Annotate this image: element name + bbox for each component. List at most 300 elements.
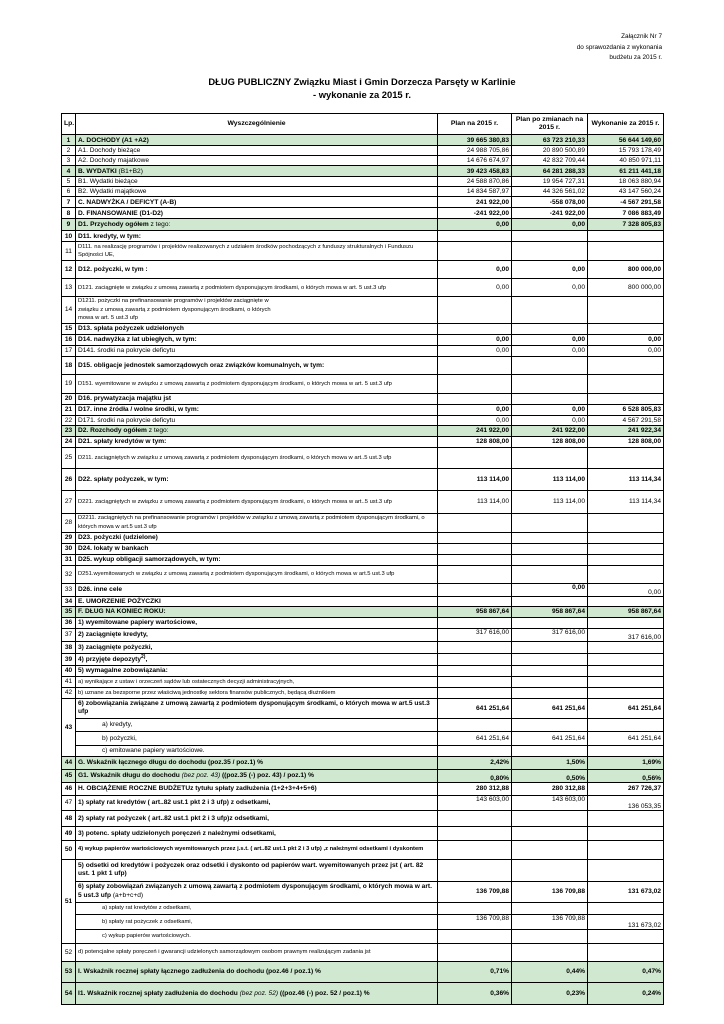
table-row — [62, 665, 664, 676]
row-desc — [76, 219, 438, 231]
row-exec — [588, 745, 664, 756]
row-plan: 0,00 — [438, 404, 512, 415]
row-exec: 15 793 178,49 — [588, 146, 664, 156]
row-plan: 14 676 674,97 — [438, 156, 512, 166]
desc-part: ((poz.46 (-) poz. 52 / poz.1) % — [278, 989, 370, 997]
row-desc: D14. nadwyżka z lat ubiegłych, w tym: — [76, 334, 438, 345]
row-desc: D17. inne źródła / wolne środki, w tym: — [76, 404, 438, 415]
row-lp: 13 — [62, 279, 76, 297]
table-row — [62, 769, 664, 782]
row-desc — [76, 425, 438, 436]
row-plan-changes — [512, 596, 588, 606]
row-plan-changes: 641 251,64 — [512, 731, 588, 745]
row-lp: 24 — [62, 436, 76, 447]
row-plan-changes: 0,00 — [512, 415, 588, 425]
table-row — [62, 929, 664, 943]
table-row — [62, 745, 664, 756]
row-plan: 280 312,88 — [438, 782, 512, 795]
row-desc: D15. obligacje jednostek samorządowych oraz związków komunalnych, w tym: — [76, 356, 438, 374]
row-plan-changes — [512, 687, 588, 698]
table-row — [62, 565, 664, 583]
desc-part: 6) spłaty zobowiązań związanych z umową zawartą z podmiotem dysponującym środkami, o których mowa w art. 5 ust.3 ufp — [78, 883, 432, 899]
table-row — [62, 687, 664, 698]
table-row — [62, 187, 664, 197]
row-lp: 51 — [62, 859, 76, 943]
row-plan-changes — [512, 565, 588, 583]
row-lp: 12 — [62, 261, 76, 279]
row-lp: 15 — [62, 323, 76, 334]
row-plan-changes — [512, 356, 588, 374]
row-plan-changes: 113 114,00 — [512, 490, 588, 513]
table-header — [62, 114, 664, 135]
col-lp: Lp. — [62, 114, 76, 135]
row-plan — [438, 242, 512, 261]
note-line: budżetu za 2015 r. — [609, 54, 662, 61]
row-lp: 5 — [62, 177, 76, 187]
row-plan-changes — [512, 297, 588, 324]
document-title — [0, 75, 724, 101]
row-desc: D. FINANSOWANIE (D1-D2) — [76, 208, 438, 219]
row-plan — [438, 687, 512, 698]
table-row — [62, 425, 664, 436]
row-desc: A. DOCHODY (A1 +A2) — [76, 135, 438, 146]
desc-part: D2. Rozchody ogółem — [78, 427, 147, 434]
table-row — [62, 859, 664, 881]
row-exec — [588, 617, 664, 628]
row-plan — [438, 231, 512, 242]
row-plan: 39 665 380,83 — [438, 135, 512, 146]
desc-part: I1. Wskaźnik rocznej spłaty zadłużenia do dochodu — [78, 989, 240, 997]
row-plan: 113 114,00 — [438, 468, 512, 490]
row-desc: a) wynikające z ustaw i orzeczeń sądów lub ostatecznych decyzji administracyjnych, — [76, 676, 438, 687]
row-plan — [438, 543, 512, 554]
row-desc: b) uznane za bezsporne przez właściwą jednostkę sektora finansów publicznych, będącą dłużnikiem — [76, 687, 438, 698]
row-lp: 7 — [62, 197, 76, 208]
row-exec: 136 053,35 — [588, 795, 664, 810]
table-row — [62, 583, 664, 596]
note-line: Załącznik Nr 7 — [621, 33, 662, 40]
desc-part: (a+b+c+d) — [110, 891, 144, 899]
row-lp: 37 — [62, 628, 76, 641]
row-lp: 1 — [62, 135, 76, 146]
row-desc: D141. środki na pokrycie deficytu — [76, 345, 438, 356]
table-row — [62, 543, 664, 554]
row-plan-changes — [512, 513, 588, 532]
row-plan-changes — [512, 447, 588, 468]
row-lp: 44 — [62, 756, 76, 769]
row-plan-changes: 0,44% — [512, 961, 588, 982]
row-lp: 27 — [62, 490, 76, 513]
row-exec — [588, 231, 664, 242]
table-row — [62, 782, 664, 795]
table-row — [62, 756, 664, 769]
row-lp: 42 — [62, 687, 76, 698]
table-row — [62, 606, 664, 617]
row-plan-changes — [512, 859, 588, 881]
row-exec: 241 922,34 — [588, 425, 664, 436]
table-row — [62, 554, 664, 565]
row-plan-changes: 0,50% — [512, 769, 588, 782]
row-desc: D151. wyemitowane w związku z umową zawartą z podmiotem dysponującym środkami, o których mowa w art. 5 ust.3 ufp — [76, 374, 438, 393]
row-desc: B1. Wydatki bieżące — [76, 177, 438, 187]
row-exec — [588, 840, 664, 859]
row-exec: 131 673,02 — [588, 914, 664, 929]
row-plan: 0,00 — [438, 415, 512, 425]
table-row — [62, 641, 664, 653]
footnote-mark: 2) — [141, 654, 146, 661]
row-lp: 8 — [62, 208, 76, 219]
table-row — [62, 490, 664, 513]
row-plan — [438, 513, 512, 532]
row-desc: D221. zaciągniętych w związku z umową zawartą z podmiotem dysponującym środkami, o których mowa w art..5 ust.3 ufp — [76, 490, 438, 513]
row-exec: 113 114,34 — [588, 490, 664, 513]
row-exec — [588, 687, 664, 698]
row-lp: 31 — [62, 554, 76, 565]
table-row — [62, 156, 664, 166]
row-lp: 28 — [62, 513, 76, 532]
row-plan-changes — [512, 902, 588, 914]
table-row — [62, 436, 664, 447]
row-lp: 33 — [62, 583, 76, 596]
row-plan-changes: 0,23% — [512, 982, 588, 1004]
row-plan-changes: 958 867,64 — [512, 606, 588, 617]
row-desc: D111. na realizację programów i projektów realizowanych z udziałem środków pochodzących z funduszy strukturalnych i Funduszu Spójności UE, — [76, 242, 438, 261]
table-row — [62, 261, 664, 279]
row-desc: 3) zaciągnięte pożyczki, — [76, 641, 438, 653]
row-plan: 39 423 458,83 — [438, 166, 512, 177]
table-row — [62, 718, 664, 731]
row-exec — [588, 447, 664, 468]
row-plan — [438, 323, 512, 334]
row-desc: D171. środki na pokrycie deficytu — [76, 415, 438, 425]
row-desc: 5) wymagalne zobowiązania: — [76, 665, 438, 676]
row-lp: 25 — [62, 447, 76, 468]
row-desc: c) emitowane papiery wartościowe. — [76, 745, 438, 756]
row-exec: 800 000,00 — [588, 279, 664, 297]
row-lp: 18 — [62, 356, 76, 374]
row-lp: 50 — [62, 840, 76, 859]
row-exec — [588, 665, 664, 676]
row-lp: 48 — [62, 810, 76, 826]
row-desc: 4) wykup papierów wartościowych wyemitowanych przez j.s.t. ( art..82 ust.1 pkt 2 i 3 ufp) ,z należnymi odsetkami i dyskontem — [76, 840, 438, 859]
row-exec — [588, 543, 664, 554]
table-row — [62, 468, 664, 490]
desc-part: (B1+B2) — [116, 167, 143, 175]
row-desc — [76, 881, 438, 902]
row-plan-changes: 113 114,00 — [512, 468, 588, 490]
row-plan-changes: 143 603,00 — [512, 795, 588, 810]
row-plan: 958 867,64 — [438, 606, 512, 617]
row-plan — [438, 532, 512, 543]
desc-part: z tego: — [146, 427, 169, 434]
row-lp: 34 — [62, 596, 76, 606]
row-exec: 0,47% — [588, 961, 664, 982]
row-exec — [588, 374, 664, 393]
row-desc: 3) potenc. spłaty udzielonych poręczeń z należnymi odsetkami, — [76, 826, 438, 840]
table-row — [62, 219, 664, 231]
table-row — [62, 943, 664, 961]
row-lp: 17 — [62, 345, 76, 356]
row-plan-changes: 136 709,88 — [512, 881, 588, 902]
row-lp: 41 — [62, 676, 76, 687]
row-plan-changes — [512, 532, 588, 543]
row-exec: 958 867,64 — [588, 606, 664, 617]
row-exec — [588, 554, 664, 565]
row-lp: 43 — [62, 698, 76, 756]
row-plan: 641 251,64 — [438, 698, 512, 718]
row-exec — [588, 653, 664, 665]
row-desc — [76, 769, 438, 782]
table-row — [62, 356, 664, 374]
table-row — [62, 596, 664, 606]
desc-part: B. WYDATKI — [78, 167, 117, 175]
row-plan — [438, 745, 512, 756]
row-exec — [588, 676, 664, 687]
row-plan-changes: 128 808,00 — [512, 436, 588, 447]
table-row — [62, 628, 664, 641]
table-row — [62, 513, 664, 532]
table-row — [62, 297, 664, 324]
row-plan-changes — [512, 554, 588, 565]
row-plan: 24 588 870,86 — [438, 177, 512, 187]
table-row — [62, 231, 664, 242]
attachment-note — [577, 32, 662, 64]
row-lp: 45 — [62, 769, 76, 782]
table-row — [62, 447, 664, 468]
row-plan-changes: 64 281 288,33 — [512, 166, 588, 177]
row-lp: 20 — [62, 393, 76, 404]
table-row — [62, 374, 664, 393]
row-desc: D251.wyemitowanych w związku z umową zawartą z podmiotem dysponującym środkami, o których mowa w art.5 ust.3 ufp — [76, 565, 438, 583]
row-plan: 0,00 — [438, 279, 512, 297]
row-lp: 36 — [62, 617, 76, 628]
row-exec — [588, 641, 664, 653]
row-desc: D26. inne cele — [76, 583, 438, 596]
table-row — [62, 961, 664, 982]
row-exec: 43 147 560,24 — [588, 187, 664, 197]
row-lp: 38 — [62, 641, 76, 653]
row-plan-changes — [512, 810, 588, 826]
table-row — [62, 197, 664, 208]
row-lp: 53 — [62, 961, 76, 982]
row-desc: a) spłaty rat kredytów z odsetkami, — [76, 902, 438, 914]
row-exec — [588, 929, 664, 943]
table-row — [62, 393, 664, 404]
row-exec — [588, 718, 664, 731]
row-exec: 18 063 880,94 — [588, 177, 664, 187]
row-exec — [588, 810, 664, 826]
table-row — [62, 242, 664, 261]
row-plan-changes: -558 078,00 — [512, 197, 588, 208]
table-row — [62, 840, 664, 859]
desc-part: ((poz.35 (-) poz. 43) / poz.1) % — [220, 772, 314, 779]
row-plan-changes: 280 312,88 — [512, 782, 588, 795]
row-plan-changes: 63 723 210,33 — [512, 135, 588, 146]
row-plan-changes — [512, 374, 588, 393]
row-plan: 0,00 — [438, 261, 512, 279]
row-exec: 641 251,64 — [588, 731, 664, 745]
row-plan — [438, 554, 512, 565]
table-row — [62, 902, 664, 914]
row-plan-changes — [512, 840, 588, 859]
row-exec: 128 808,00 — [588, 436, 664, 447]
row-exec: 113 114,34 — [588, 468, 664, 490]
row-desc: D23. pożyczki (udzielone) — [76, 532, 438, 543]
table-row — [62, 334, 664, 345]
row-lp: 39 — [62, 653, 76, 665]
col-exec: Wykonanie za 2015 r. — [588, 114, 664, 135]
row-plan — [438, 840, 512, 859]
desc-part: D1. Przychody ogółem — [78, 221, 149, 228]
note-line: do sprawozdania z wykonania — [576, 43, 662, 51]
row-desc — [76, 982, 438, 1004]
table-row — [62, 146, 664, 156]
row-plan-changes — [512, 943, 588, 961]
row-plan-changes — [512, 323, 588, 334]
row-plan-changes — [512, 653, 588, 665]
row-desc: 1) spłaty rat kredytów ( art..82 ust.1 pkt 2 i 3 ufp) z odsetkami, — [76, 795, 438, 810]
row-exec: 0,00 — [588, 345, 664, 356]
row-plan-changes — [512, 676, 588, 687]
row-exec: 641 251,64 — [588, 698, 664, 718]
desc-part: 4) przyjęte depozyty — [78, 656, 142, 664]
row-lp: 16 — [62, 334, 76, 345]
row-exec: -4 567 291,58 — [588, 197, 664, 208]
row-plan — [438, 583, 512, 596]
row-lp: 23 — [62, 425, 76, 436]
row-desc: D16. prywatyzacja majątku jst — [76, 393, 438, 404]
row-exec: 1,69% — [588, 756, 664, 769]
row-plan-changes: 0,00 — [512, 279, 588, 297]
table-row — [62, 135, 664, 146]
row-exec: 131 673,02 — [588, 881, 664, 902]
row-exec — [588, 242, 664, 261]
row-lp: 32 — [62, 565, 76, 583]
row-lp: 2 — [62, 146, 76, 156]
table-row — [62, 345, 664, 356]
table-row — [62, 415, 664, 425]
row-desc: 2) spłaty rat pożyczek ( art..82 ust.1 pkt 2 i 3 ufp)z odsetkami, — [76, 810, 438, 826]
table-row — [62, 826, 664, 840]
row-plan — [438, 665, 512, 676]
table-row — [62, 323, 664, 334]
row-exec: 7 328 805,83 — [588, 219, 664, 231]
row-plan: 0,80% — [438, 769, 512, 782]
row-lp: 46 — [62, 782, 76, 795]
desc-part: (bez poz. 43) — [181, 772, 221, 779]
row-exec: 267 726,37 — [588, 782, 664, 795]
row-plan: 241 922,00 — [438, 197, 512, 208]
table-row — [62, 279, 664, 297]
table-row — [62, 404, 664, 415]
row-lp: 54 — [62, 982, 76, 1004]
row-exec — [588, 297, 664, 324]
row-exec: 7 086 883,49 — [588, 208, 664, 219]
table-row — [62, 914, 664, 929]
row-exec: 40 850 971,11 — [588, 156, 664, 166]
desc-part: G1. Wskaźnik długu do dochodu — [78, 772, 182, 779]
row-plan-changes — [512, 231, 588, 242]
row-desc: D12. pożyczki, w tym : — [76, 261, 438, 279]
row-plan-changes: 44 326 561,02 — [512, 187, 588, 197]
row-exec: 56 644 149,60 — [588, 135, 664, 146]
row-plan-changes: 20 890 500,89 — [512, 146, 588, 156]
row-lp: 40 — [62, 665, 76, 676]
row-lp: 21 — [62, 404, 76, 415]
table-row — [62, 795, 664, 810]
row-exec — [588, 902, 664, 914]
row-lp: 26 — [62, 468, 76, 490]
row-lp: 47 — [62, 795, 76, 810]
row-plan — [438, 943, 512, 961]
row-exec: 800 000,00 — [588, 261, 664, 279]
desc-part: (bez poz. 52) — [239, 989, 279, 997]
row-plan-changes — [512, 665, 588, 676]
table-row — [62, 208, 664, 219]
row-plan — [438, 617, 512, 628]
row-desc: H. OBCIĄŻENIE ROCZNE BUDŻETUz tytułu spłaty zadłużenia (1+2+3+4+5+6) — [76, 782, 438, 795]
row-plan: 0,71% — [438, 961, 512, 982]
row-desc: b) spłaty rat pożyczek z odsetkami, — [76, 914, 438, 929]
row-lp: 35 — [62, 606, 76, 617]
row-exec: 61 211 441,18 — [588, 166, 664, 177]
title-line: DŁUG PUBLICZNY Związku Miast i Gmin Dorzecza Parsęty w Karlinie — [208, 76, 516, 87]
row-plan: 14 834 587,97 — [438, 187, 512, 197]
row-desc: b) pożyczki, — [76, 731, 438, 745]
row-plan — [438, 826, 512, 840]
row-plan-changes — [512, 242, 588, 261]
row-lp: 49 — [62, 826, 76, 840]
table-row — [62, 676, 664, 687]
row-plan-changes: 42 832 709,44 — [512, 156, 588, 166]
row-plan — [438, 641, 512, 653]
row-desc: 1) wyemitowane papiery wartościowe, — [76, 617, 438, 628]
row-plan — [438, 902, 512, 914]
row-desc: D11. kredyty, w tym: — [76, 231, 438, 242]
table-row — [62, 532, 664, 543]
row-plan-changes — [512, 718, 588, 731]
row-plan-changes: 317 616,00 — [512, 628, 588, 641]
row-plan: 0,00 — [438, 345, 512, 356]
row-plan: 2,42% — [438, 756, 512, 769]
row-plan — [438, 596, 512, 606]
row-plan: 113 114,00 — [438, 490, 512, 513]
row-exec — [588, 356, 664, 374]
row-desc: d) potencjalne spłaty poręczeń i gwarancji udzielonych samorządowym osobom prawnym realizującym zadania jst — [76, 943, 438, 961]
row-plan — [438, 653, 512, 665]
row-plan: 241 922,00 — [438, 425, 512, 436]
row-plan-changes — [512, 745, 588, 756]
row-plan-changes: 0,00 — [512, 219, 588, 231]
row-plan-changes: 1,50% — [512, 756, 588, 769]
row-exec — [588, 826, 664, 840]
col-desc: Wyszczególnienie — [76, 114, 438, 135]
row-lp: 30 — [62, 543, 76, 554]
row-plan-changes — [512, 617, 588, 628]
row-desc: G. Wskaźnik łącznego długu do dochodu (poz.35 / poz.1) % — [76, 756, 438, 769]
row-exec: 0,00 — [588, 334, 664, 345]
row-desc: A2. Dochody majatkowe — [76, 156, 438, 166]
row-desc: D21. spłaty kredytów w tym: — [76, 436, 438, 447]
row-plan: 0,36% — [438, 982, 512, 1004]
row-plan — [438, 447, 512, 468]
row-desc: a) kredyty, — [76, 718, 438, 731]
row-lp: 10 — [62, 231, 76, 242]
row-plan — [438, 929, 512, 943]
row-exec — [588, 859, 664, 881]
table-row — [62, 810, 664, 826]
row-plan-changes — [512, 641, 588, 653]
